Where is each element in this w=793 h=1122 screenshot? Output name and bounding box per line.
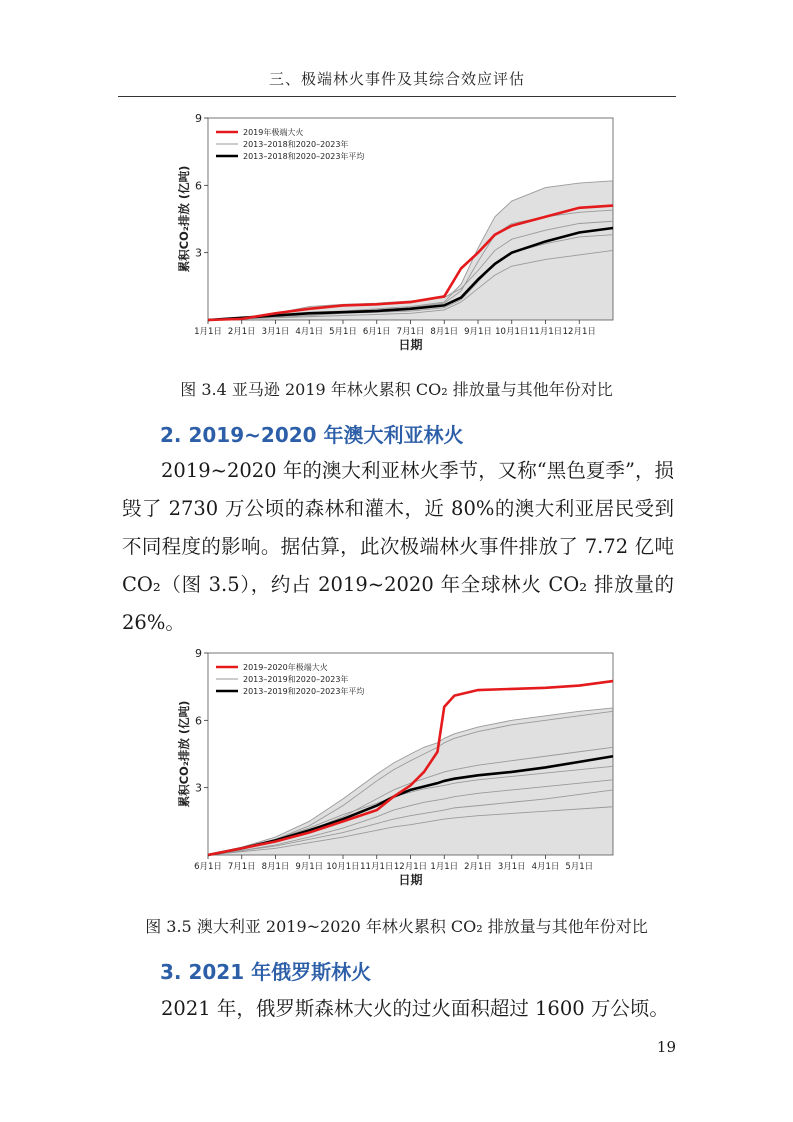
y-tick-label: 3 (195, 246, 202, 260)
x-tick-label: 4月1日 (531, 862, 560, 872)
x-tick-label: 3月1日 (497, 862, 526, 872)
chart-amazon-2019 (160, 110, 630, 355)
x-tick-label: 9月1日 (295, 862, 324, 872)
range-envelope (208, 708, 613, 855)
x-tick-label: 7月1日 (227, 862, 256, 872)
y-axis-label: 累积CO₂排放 (亿吨) (177, 700, 191, 808)
x-axis-label: 日期 (398, 873, 423, 887)
header-rule (118, 96, 676, 97)
x-tick-label: 1月1日 (430, 862, 459, 872)
x-tick-label: 8月1日 (261, 862, 290, 872)
page-number: 19 (656, 1038, 676, 1056)
chart-australia-2019-2020 (160, 645, 630, 890)
x-tick-label: 10月1日 (495, 327, 529, 337)
legend-label-3: 2013–2018和2020–2023年平均 (243, 152, 365, 161)
x-tick-label: 9月1日 (464, 327, 492, 337)
x-tick-label: 5月1日 (565, 862, 594, 872)
x-axis-label: 日期 (398, 338, 423, 352)
x-tick-label: 5月1日 (329, 327, 357, 337)
x-tick-label: 8月1日 (430, 327, 459, 337)
x-tick-label: 4月1日 (295, 327, 324, 337)
section-heading-australia: 2. 2019~2020 年澳大利亚林火 (160, 423, 464, 447)
y-tick-label: 9 (195, 112, 202, 125)
x-tick-label: 1月1日 (194, 327, 222, 337)
section-heading-russia: 3. 2021 年俄罗斯林火 (160, 960, 372, 984)
y-tick-label: 3 (195, 781, 202, 795)
figure-3-5 (160, 645, 630, 890)
y-tick-label: 6 (195, 179, 202, 193)
x-tick-label: 10月1日 (326, 862, 360, 872)
x-tick-label: 3月1日 (261, 327, 290, 337)
legend-label-3: 2013–2019和2020–2023年平均 (243, 687, 365, 696)
paragraph-russia-text: 2021 年，俄罗斯森林大火的过火面积超过 1600 万公顷。 (161, 997, 669, 1020)
legend-label-1: 2019–2020年极端大火 (243, 663, 328, 672)
legend-label-2: 2013–2018和2020–2023年 (243, 140, 349, 149)
paragraph-russia (122, 990, 674, 1028)
x-tick-label: 11月1日 (360, 862, 394, 872)
paragraph-australia (122, 452, 674, 642)
y-tick-label: 9 (195, 647, 202, 660)
x-tick-label: 2月1日 (464, 862, 492, 872)
y-tick-label: 6 (195, 714, 202, 728)
paragraph-australia-text: 2019~2020 年的澳大利亚林火季节，又称“黑色夏季”，损毁了 2730 万公顷的森林和灌木，近 80%的澳大利亚居民受到不同程度的影响。据估算，此次极端林火事件排放了 7.72 亿吨 CO₂（图 3.5），约占 2019~2020 年全球林火 CO₂ 排放量的 26%。 (122, 459, 674, 634)
figure-3-4 (160, 110, 630, 355)
running-header: 三、极端林火事件及其综合效应评估 (268, 70, 525, 88)
x-tick-label: 2月1日 (227, 327, 256, 337)
x-tick-label: 6月1日 (362, 327, 391, 337)
range-envelope (208, 181, 613, 320)
legend-label-1: 2019年极端大火 (243, 128, 304, 137)
legend-label-2: 2013–2019和2020–2023年 (243, 675, 349, 684)
x-tick-label: 12月1日 (393, 862, 428, 872)
x-tick-label: 7月1日 (396, 327, 425, 337)
x-tick-label: 12月1日 (562, 327, 596, 337)
x-tick-label: 11月1日 (528, 327, 563, 337)
figure-3-4-caption: 图 3.4 亚马逊 2019 年林火累积 CO₂ 排放量与其他年份对比 (180, 380, 613, 399)
x-tick-label: 6月1日 (194, 862, 222, 872)
figure-3-5-caption: 图 3.5 澳大利亚 2019~2020 年林火累积 CO₂ 排放量与其他年份对比 (145, 917, 648, 936)
y-axis-label: 累积CO₂排放 (亿吨) (177, 165, 191, 273)
